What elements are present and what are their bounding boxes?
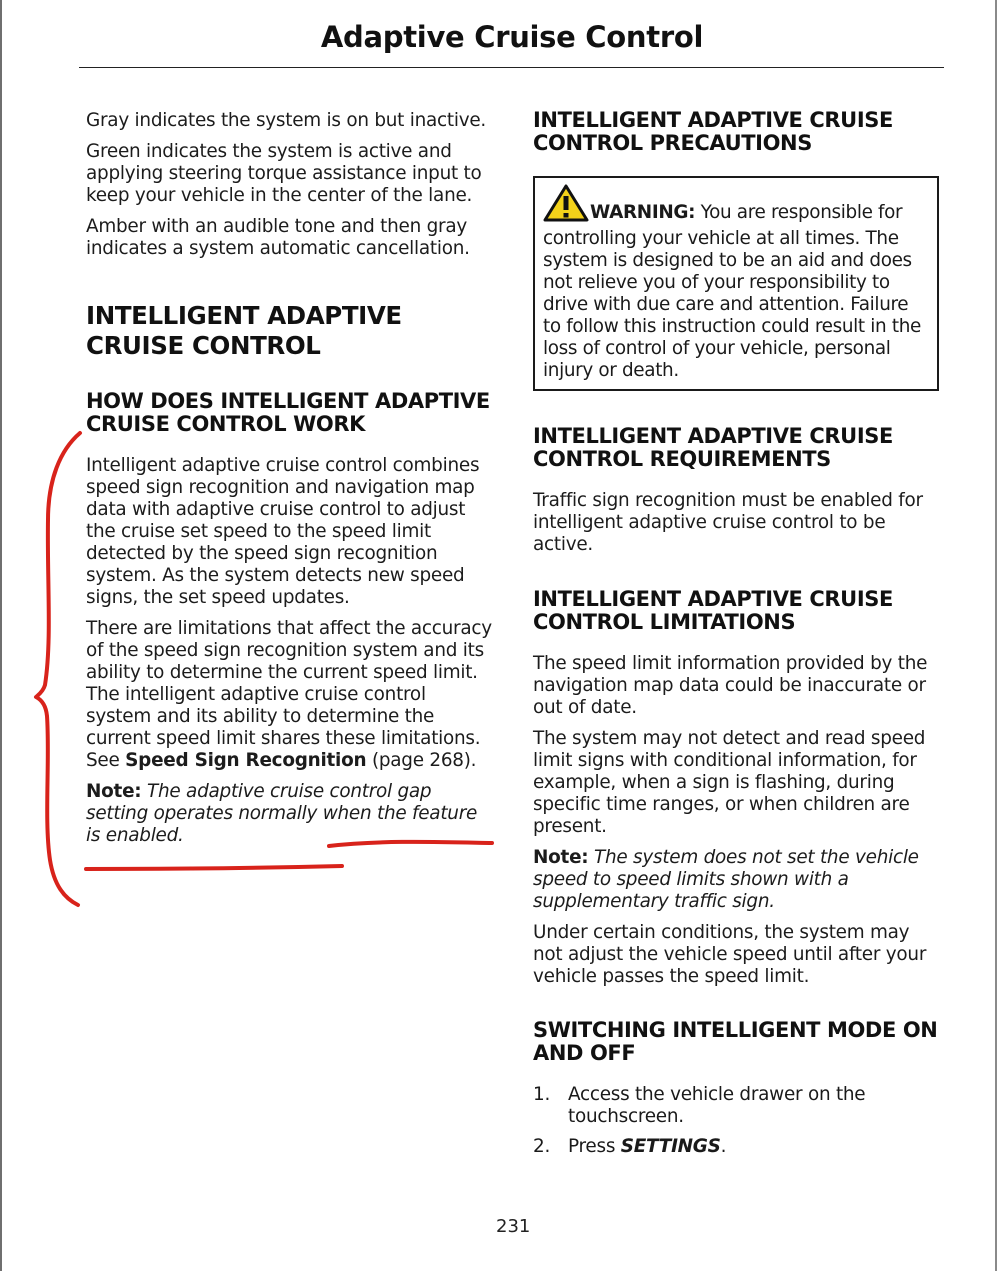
- list-item: [533, 1136, 939, 1158]
- title-divider: [79, 67, 944, 68]
- warning-paragraph: [543, 184, 929, 382]
- warning-box: [533, 176, 939, 391]
- limitations-para-3: Under certain conditions, the system may not adjust the vehicle speed until after your vehicle passes the speed limit.: [533, 922, 927, 987]
- heading-precautions: INTELLIGENT ADAPTIVE CRUISE CONTROL PRECAUTIONS: [533, 108, 893, 155]
- note-text: The adaptive cruise control gap setting operates normally when the feature is enabled.: [86, 781, 478, 846]
- para-combines: Intelligent adaptive cruise control combines speed sign recognition and navigation map data with adaptive cruise control to adjust the cruise set speed to the speed limit detected by the speed sign recognition system. As the system detects new speed signs, the set speed updates.: [86, 455, 480, 608]
- page-frame-left: [0, 0, 2, 1271]
- para-green: Green indicates the system is active and applying steering torque assistance input to keep your vehicle in the center of the lane.: [86, 141, 482, 206]
- para-limitations-text: There are limitations that affect the accuracy of the speed sign recognition system and its ability to determine the current speed limit. The intelligent adaptive cruise control system and its ability to determine the current speed limit shares these limitations. See: [86, 618, 492, 771]
- red-brace-mark: [36, 433, 80, 905]
- page-number: 231: [496, 1216, 531, 1237]
- step-number: 1.: [533, 1084, 551, 1105]
- para-amber: Amber with an audible tone and then gray indicates a system automatic cancellation.: [86, 216, 470, 259]
- settings-label: SETTINGS: [620, 1136, 721, 1157]
- step-number: 2.: [533, 1136, 551, 1157]
- right-column: [533, 109, 939, 1166]
- para-limitations: [86, 618, 496, 772]
- limitations-para-2: The system may not detect and read speed limit signs with conditional information, for example, when a sign is flashing, during specific time ranges, or when children are present.: [533, 728, 926, 837]
- note-label: Note:: [533, 847, 589, 868]
- note-gap-setting: [86, 781, 496, 847]
- xref-page: (page 268).: [366, 750, 477, 771]
- steps-list: [533, 1084, 939, 1158]
- heading-limitations: INTELLIGENT ADAPTIVE CRUISE CONTROL LIMITATIONS: [533, 587, 893, 634]
- para-gray: Gray indicates the system is on but inactive.: [86, 110, 486, 131]
- page-title: Adaptive Cruise Control: [320, 20, 704, 54]
- step-text-after: .: [720, 1136, 727, 1157]
- limitations-para-1: The speed limit information provided by the navigation map data could be inaccurate or out of date.: [533, 653, 928, 718]
- note-label: Note:: [86, 781, 142, 802]
- warning-label: WARNING:: [590, 202, 696, 223]
- note-text: The system does not set the vehicle speed to speed limits shown with a supplementary traffic sign.: [533, 847, 919, 912]
- warning-triangle-icon: [543, 184, 589, 228]
- speed-sign-recognition-link[interactable]: Speed Sign Recognition: [125, 750, 367, 771]
- section-heading-intelligent-acc: INTELLIGENT ADAPTIVE CRUISE CONTROL: [86, 301, 402, 360]
- step-text: Access the vehicle drawer on the touchscreen.: [568, 1084, 866, 1127]
- step-text-before: Press: [568, 1136, 621, 1157]
- requirements-text: Traffic sign recognition must be enabled for intelligent adaptive cruise control to be active.: [533, 490, 923, 555]
- left-column: [86, 110, 496, 856]
- heading-switching-mode: SWITCHING INTELLIGENT MODE ON AND OFF: [533, 1018, 938, 1065]
- red-underline-mark: [86, 866, 342, 869]
- note-supplementary-sign: [533, 847, 939, 913]
- subheading-how-it-works: HOW DOES INTELLIGENT ADAPTIVE CRUISE CONTROL WORK: [86, 389, 490, 436]
- list-item: [533, 1084, 939, 1128]
- warning-text: You are responsible for controlling your vehicle at all times. The system is designed to be an aid and does not relieve you of your responsibility to drive with due care and attention. Failure to follow this instruction could result in the loss of control of your vehicle, personal injury or death.: [543, 202, 921, 381]
- heading-requirements: INTELLIGENT ADAPTIVE CRUISE CONTROL REQUIREMENTS: [533, 424, 893, 471]
